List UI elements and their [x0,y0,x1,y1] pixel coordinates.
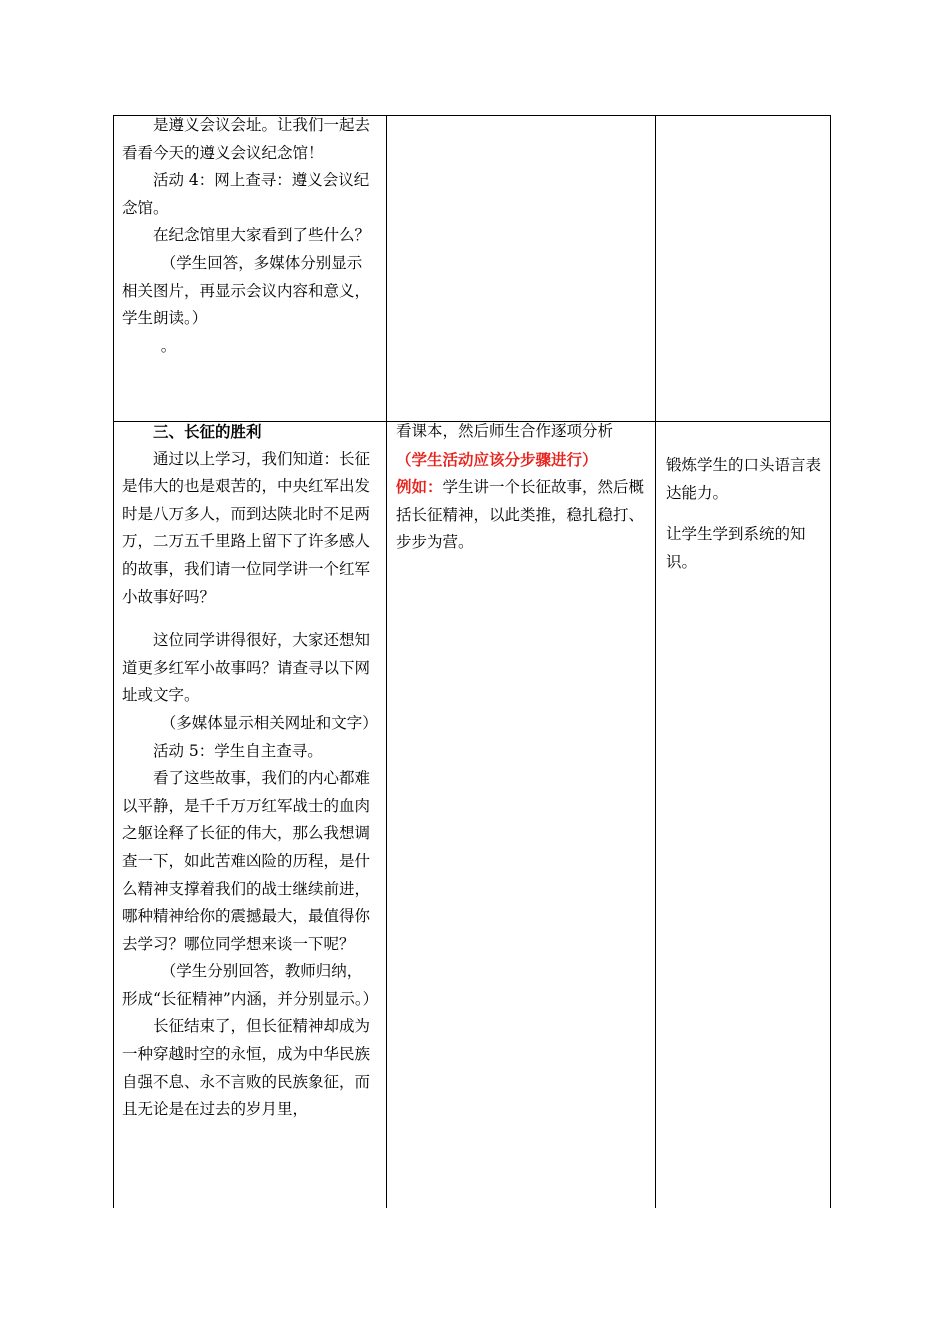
paragraph: 让学生学到系统的知识。 [666,525,806,571]
paragraph: （学生回答，多媒体分别显示相关图片，再显示会议内容和意义，学生朗读。） [122,253,371,328]
example-label: 例如： [396,477,443,497]
table-left-border [113,115,114,1208]
example-text: 学生讲一个长征故事，然后概括长征精神，以此类推，稳扎稳打、步步为营。 [396,478,645,552]
row2-col1-cell [122,418,379,1124]
column-divider-1 [386,115,387,1208]
paragraph: （学生分别回答，教师归纳，形成“长征精神”内涵，并分别显示。） [122,962,379,1008]
paragraph: 看课本，然后师生合作逐项分析 [396,422,614,440]
paragraph: 这位同学讲得很好，大家还想知道更多红军小故事吗？请查寻以下网址或文字。 [122,631,371,705]
column-divider-2 [655,115,656,1208]
paragraph: 长征结束了，但长征精神却成为一种穿越时空的永恒，成为中华民族自强不息、永不言败的民族象征，而且无论是在过去的岁月里， [122,1017,371,1119]
paragraph: 是遵义会议会址。让我们一起去看看今天的遵义会议纪念馆！ [122,116,371,162]
paragraph: 锻炼学生的口头语言表达能力。 [666,456,822,502]
example-paragraph [396,473,650,557]
paragraph: 通过以上学习，我们知道：长征是伟大的也是艰苦的，中央红军出发时是八万多人，而到达陕北时不足两万，二万五千里路上留下了许多感人的故事，我们请一位同学讲一个红军小故事好吗？ [122,449,371,606]
red-note: （学生活动应该分步骤进行） [396,449,598,469]
row2-col2-cell [396,418,650,557]
row2-col3-cell [666,452,828,576]
paragraph: 看了这些故事，我们的内心都难以平静，是千千万万红军战士的血肉之躯诠释了长征的伟大，那么我想调查一下，如此苦难凶险的历程，是什么精神支撑着我们的战士继续前进，哪种精神给你的震撼最大，最值得你去学习？哪位同学想来谈一下呢？ [122,769,371,953]
section-heading: 三、长征的胜利 [153,422,262,441]
table-right-border [830,115,831,1208]
paragraph: （多媒体显示相关网址和文字） [160,713,378,732]
row1-col1-cell [122,112,376,360]
paragraph: 活动 5：学生自主查寻。 [153,741,323,760]
paragraph: 活动 4：网上查寻：遵义会议纪念馆。 [122,171,370,217]
paragraph: 。 [160,336,177,355]
paragraph: 在纪念馆里大家看到了些什么？ [153,226,371,245]
